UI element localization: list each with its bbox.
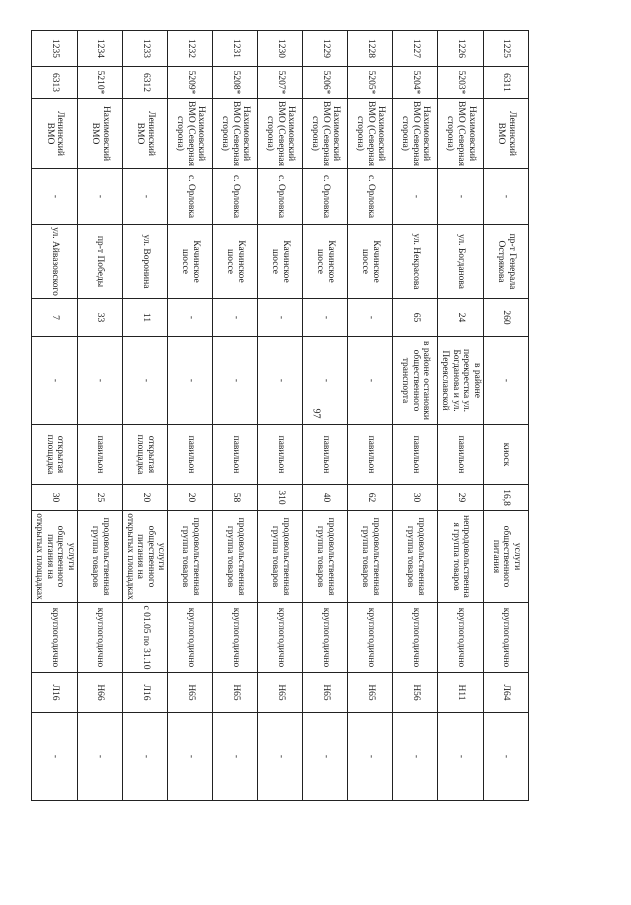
row-number-cell: 1233: [123, 31, 169, 67]
settlement-cell: -: [393, 169, 438, 225]
code-cell: Л16: [123, 673, 169, 713]
specialization-cell: непродовольственная группа товаров: [438, 511, 484, 603]
object-type-cell: павильон: [168, 425, 213, 485]
object-type-cell: открытая площадка: [123, 425, 169, 485]
code-cell: Н65: [213, 673, 258, 713]
operating-period-cell: круглогодично: [438, 603, 484, 673]
specialization-cell: продовольственная группа товаров: [213, 511, 258, 603]
street-cell: Качинское шоссе: [258, 225, 303, 299]
table-row: [32, 31, 78, 801]
street-cell: ул. Воронина: [123, 225, 169, 299]
code-cell: Н65: [258, 673, 303, 713]
code-cell: Л16: [32, 673, 78, 713]
house-number-cell: 260: [484, 299, 529, 337]
settlement-cell: с. Орловка: [168, 169, 213, 225]
table-row: [213, 31, 258, 801]
district-cell: Нахимовский ВМО: [78, 99, 123, 169]
area-cell: 20: [168, 485, 213, 511]
object-type-cell: павильон: [348, 425, 393, 485]
row-number-cell: 1235: [32, 31, 78, 67]
note-cell: -: [168, 713, 213, 801]
operating-period-cell: круглогодично: [168, 603, 213, 673]
object-id-cell: 5207*: [258, 67, 303, 99]
specialization-cell: продовольственная группа товаров: [258, 511, 303, 603]
table-row: [438, 31, 484, 801]
landmark-cell: в районе остановки общественного транспорта: [393, 337, 438, 425]
note-cell: -: [258, 713, 303, 801]
settlement-cell: -: [32, 169, 78, 225]
specialization-cell: продовольственная группа товаров: [393, 511, 438, 603]
code-cell: Н65: [303, 673, 348, 713]
landmark-cell: -: [213, 337, 258, 425]
district-cell: Нахимовский ВМО (Северная сторона): [303, 99, 348, 169]
area-cell: 310: [258, 485, 303, 511]
table-row: [258, 31, 303, 801]
row-number-cell: 1227: [393, 31, 438, 67]
district-cell: Нахимовский ВМО (Северная сторона): [213, 99, 258, 169]
object-id-cell: 5210*: [78, 67, 123, 99]
operating-period-cell: круглогодично: [348, 603, 393, 673]
page-number: 97: [310, 408, 322, 419]
settlement-cell: -: [78, 169, 123, 225]
row-number-cell: 1225: [484, 31, 529, 67]
object-type-cell: киоск: [484, 425, 529, 485]
object-id-cell: 6311: [484, 67, 529, 99]
row-number-cell: 1228: [348, 31, 393, 67]
district-cell: Нахимовский ВМО (Северная сторона): [348, 99, 393, 169]
settlement-cell: -: [484, 169, 529, 225]
note-cell: -: [438, 713, 484, 801]
district-cell: Нахимовский ВМО (Северная сторона): [393, 99, 438, 169]
specialization-cell: продовольственная группа товаров: [303, 511, 348, 603]
trade-objects-table: [32, 30, 530, 801]
operating-period-cell: с 01.05 по 31.10: [123, 603, 169, 673]
landmark-cell: -: [348, 337, 393, 425]
table-row: [484, 31, 529, 801]
object-type-cell: павильон: [213, 425, 258, 485]
area-cell: 30: [393, 485, 438, 511]
code-cell: Н56: [393, 673, 438, 713]
house-number-cell: -: [303, 299, 348, 337]
specialization-cell: услуги общественного питания на открытых площадках: [32, 511, 78, 603]
object-type-cell: павильон: [303, 425, 348, 485]
code-cell: Н65: [168, 673, 213, 713]
landmark-cell: в районе перекрестка ул. Богданова и ул. Переяславской: [438, 337, 484, 425]
area-cell: 62: [348, 485, 393, 511]
table-row: [168, 31, 213, 801]
table-row: [393, 31, 438, 801]
street-cell: Качинское шоссе: [213, 225, 258, 299]
street-cell: ул. Богданова: [438, 225, 484, 299]
note-cell: -: [484, 713, 529, 801]
row-number-cell: 1230: [258, 31, 303, 67]
note-cell: -: [32, 713, 78, 801]
operating-period-cell: круглогодично: [32, 603, 78, 673]
table-body: [32, 31, 529, 801]
note-cell: -: [213, 713, 258, 801]
note-cell: -: [123, 713, 169, 801]
row-number-cell: 1226: [438, 31, 484, 67]
object-id-cell: 6313: [32, 67, 78, 99]
street-cell: ул. Некрасова: [393, 225, 438, 299]
district-cell: Нахимовский ВМО (Северная сторона): [168, 99, 213, 169]
landmark-cell: -: [78, 337, 123, 425]
row-number-cell: 1232: [168, 31, 213, 67]
operating-period-cell: круглогодично: [78, 603, 123, 673]
operating-period-cell: круглогодично: [258, 603, 303, 673]
house-number-cell: -: [348, 299, 393, 337]
object-id-cell: 5205*: [348, 67, 393, 99]
specialization-cell: услуги общественного питания: [484, 511, 529, 603]
settlement-cell: с. Орловка: [258, 169, 303, 225]
object-type-cell: павильон: [258, 425, 303, 485]
landmark-cell: -: [123, 337, 169, 425]
district-cell: Ленинский ВМО: [484, 99, 529, 169]
house-number-cell: 7: [32, 299, 78, 337]
object-type-cell: павильон: [438, 425, 484, 485]
operating-period-cell: круглогодично: [213, 603, 258, 673]
table-row: [78, 31, 123, 801]
note-cell: -: [393, 713, 438, 801]
rotated-table-container: [34, 30, 529, 800]
specialization-cell: услуги общественного питания на открытых площадках: [123, 511, 169, 603]
street-cell: пр-т Победы: [78, 225, 123, 299]
settlement-cell: с. Орловка: [213, 169, 258, 225]
row-number-cell: 1231: [213, 31, 258, 67]
house-number-cell: -: [258, 299, 303, 337]
object-id-cell: 5203*: [438, 67, 484, 99]
object-type-cell: открытая площадка: [32, 425, 78, 485]
specialization-cell: продовольственная группа товаров: [168, 511, 213, 603]
operating-period-cell: круглогодично: [303, 603, 348, 673]
house-number-cell: -: [168, 299, 213, 337]
table-row: [348, 31, 393, 801]
object-id-cell: 5208*: [213, 67, 258, 99]
code-cell: Н11: [438, 673, 484, 713]
district-cell: Ленинский ВМО: [32, 99, 78, 169]
code-cell: Л64: [484, 673, 529, 713]
object-id-cell: 5209*: [168, 67, 213, 99]
row-number-cell: 1229: [303, 31, 348, 67]
landmark-cell: -: [484, 337, 529, 425]
object-id-cell: 6312: [123, 67, 169, 99]
house-number-cell: 65: [393, 299, 438, 337]
area-cell: 29: [438, 485, 484, 511]
district-cell: Нахимовский ВМО (Северная сторона): [258, 99, 303, 169]
note-cell: -: [303, 713, 348, 801]
area-cell: 16,8: [484, 485, 529, 511]
operating-period-cell: круглогодично: [484, 603, 529, 673]
district-cell: Ленинский ВМО: [123, 99, 169, 169]
street-cell: пр-т Генерала Острякова: [484, 225, 529, 299]
street-cell: Качинское шоссе: [168, 225, 213, 299]
specialization-cell: продовольственная группа товаров: [78, 511, 123, 603]
landmark-cell: -: [303, 337, 348, 425]
street-cell: Качинское шоссе: [348, 225, 393, 299]
settlement-cell: -: [123, 169, 169, 225]
code-cell: Н65: [348, 673, 393, 713]
object-type-cell: павильон: [393, 425, 438, 485]
operating-period-cell: круглогодично: [393, 603, 438, 673]
specialization-cell: продовольственная группа товаров: [348, 511, 393, 603]
settlement-cell: с. Орловка: [303, 169, 348, 225]
street-cell: ул. Айвазовского: [32, 225, 78, 299]
house-number-cell: 33: [78, 299, 123, 337]
object-type-cell: павильон: [78, 425, 123, 485]
table-row: [123, 31, 169, 801]
district-cell: Нахимовский ВМО (Северная сторона): [438, 99, 484, 169]
object-id-cell: 5204*: [393, 67, 438, 99]
house-number-cell: -: [213, 299, 258, 337]
street-cell: Качинское шоссе: [303, 225, 348, 299]
house-number-cell: 11: [123, 299, 169, 337]
code-cell: Н66: [78, 673, 123, 713]
landmark-cell: -: [168, 337, 213, 425]
row-number-cell: 1234: [78, 31, 123, 67]
landmark-cell: -: [32, 337, 78, 425]
area-cell: 58: [213, 485, 258, 511]
settlement-cell: с. Орловка: [348, 169, 393, 225]
settlement-cell: -: [438, 169, 484, 225]
area-cell: 25: [78, 485, 123, 511]
object-id-cell: 5206*: [303, 67, 348, 99]
area-cell: 30: [32, 485, 78, 511]
house-number-cell: 24: [438, 299, 484, 337]
note-cell: -: [78, 713, 123, 801]
area-cell: 40: [303, 485, 348, 511]
landmark-cell: -: [258, 337, 303, 425]
note-cell: -: [348, 713, 393, 801]
area-cell: 20: [123, 485, 169, 511]
table-row: [303, 31, 348, 801]
